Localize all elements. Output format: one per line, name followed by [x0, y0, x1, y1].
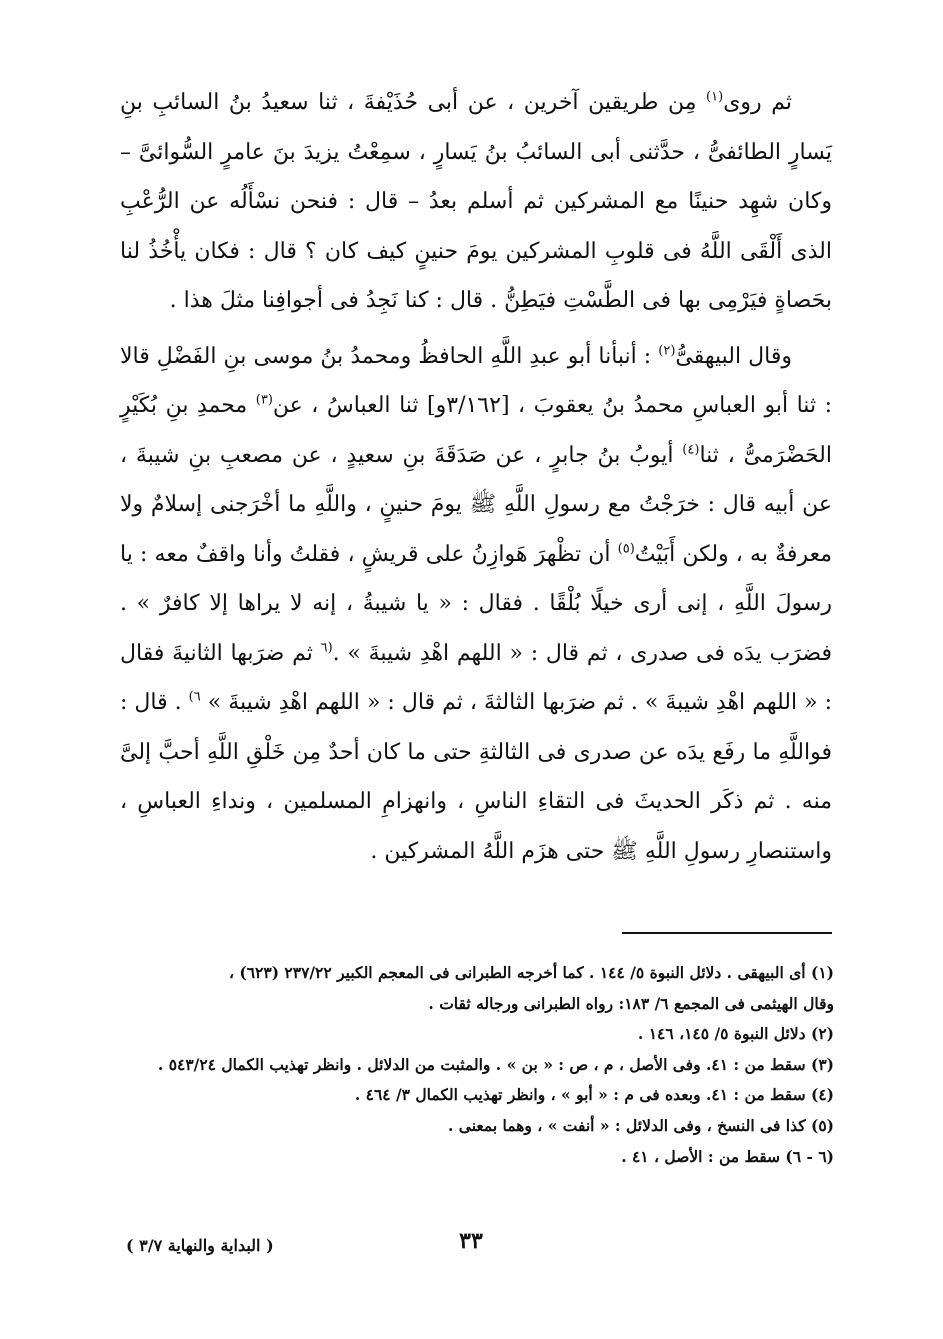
footnote-marker: (٢): [658, 343, 676, 359]
footnote-marker: ٦): [188, 689, 201, 705]
footnote-1-continued: وقال الهيثمى فى المجمع ٦/ ١٨٣: رواه الطبرانى ورجاله ثقات .: [428, 993, 834, 1013]
footnote-1: (١) أى البيهقى . دلائل النبوة ٥/ ١٤٤ . كما أخرجه الطبرانى فى المعجم الكبير ٢٣٧/٢٢ (٦٢٣) ،: [228, 963, 834, 982]
running-title: ( البداية والنهاية ٣/٧ ): [126, 1236, 274, 1255]
footnote-2: (٢) دلائل النبوة ٥/ ١٤٥، ١٤٦ .: [637, 1024, 834, 1044]
footnote-marker: (٤): [682, 442, 700, 458]
text-run: أيوبُ بنُ جابرٍ ، عن صَدَقَةَ بنِ سعيدٍ ، عن مصعبِ بنِ شيبةَ ، عن أبيه قال : خرَجْتُ مع رسولِ اللَّهِ ﷺ يومَ حنينٍ ، واللَّهِ ما أخْرَجنى إسلامٌ ولا معرفةٌ به ، ولكن أَبَيْتُ: [120, 442, 832, 567]
text-run: أن تظْهرَ هَوازِنُ على قريشٍ ، فقلتُ وأنا واقفٌ معه : يا رسولَ اللَّهِ ، إنى أرى خيلًا بُلْقًا . فقال : « يا شيبةُ ، إنه لا يراها إلا كافرٌ » . فضرَب يدَه فى صدرى ، ثم قال : « اللهم اهْدِ شيبةَ » .: [120, 541, 832, 666]
footnote-marker: (٦: [320, 640, 333, 656]
paragraph-2: [120, 332, 832, 877]
paragraph-1: [120, 78, 832, 326]
footnotes: [120, 958, 834, 1172]
footnote-5: (٥) كذا فى النسخ ، وفى الدلائل : « أنفت » ، وهما بمعنى .: [448, 1115, 834, 1135]
page-number: ٣٣: [459, 1228, 483, 1254]
main-text: [120, 78, 832, 876]
text-run: وقال البيهقىُّ: [675, 343, 792, 369]
text-run: محمدِ بنِ بُكَيْرٍ الحَضْرَمىُّ ، ثنا: [120, 393, 832, 468]
text-run: ثم روى: [723, 90, 792, 115]
footnote-marker: (٥): [617, 541, 635, 557]
footnote-4: (٤) سقط من : ٤١. وبعده فى م : « أبو » ، وانظر تهذيب الكمال ٣/ ٤٦٤ .: [354, 1085, 834, 1105]
text-run: : أنبأنا أبو عبدِ اللَّهِ الحافظُ ومحمدُ بنُ موسى بنِ الفَضْلِ قالا : ثنا أبو العباسِ محمدُ بنُ يعقوبَ ، [٣/١٦٢و] ثنا العباسُ ، عن: [120, 343, 832, 418]
text-run: ثم ضرَبها الثانيةَ فقال : « اللهم اهْدِ شيبةَ » . ثم ضرَبها الثالثةَ ، ثم قال : « اللهم اهْدِ شيبةَ »: [120, 640, 832, 715]
footnote-3: (٣) سقط من : ٤١. وفى الأصل ، م ، ص : « بن » . والمثبت من الدلائل . وانظر تهذيب الكمال ٥٤٣/٢٤ .: [157, 1054, 834, 1074]
footnote-6: (٦ - ٦) سقط من : الأصل ، ٤١ .: [621, 1146, 834, 1166]
footnote-marker: (٣): [255, 392, 273, 408]
footnote-marker: (١): [706, 89, 724, 105]
text-run: مِن طريقين آخرين ، عن أبى حُذَيْفةَ ، ثنا سعيدُ بنُ السائبِ بنِ يَسارٍ الطائفىُّ ، حدَّثنى أبى السائبُ بنُ يَسارٍ ، سمِعْتُ يزيدَ بنَ عامرٍ السُّوائىَّ – وكان شهِد حنينًا مع المشركين ثم أسلم بعدُ – قال : فنحن نسْأَلُه عن الرُّعْبِ الذى أَلْقَى اللَّهُ فى قلوبِ المشركين يومَ حنينٍ كيف كان ؟ قال : فكان يأْخُذُ لنا بحَصاةٍ فيَرْمِى بها فى الطَّسْتِ فيَطِنُّ . قال : كنا نَجِدُ فى أجوافِنا مثلَ هذا .: [120, 90, 832, 313]
text-run: . قال : فواللَّهِ ما رفَع يدَه عن صدرى فى الثالثةِ حتى ما كان أحدٌ مِن خَلْقِ اللَّهِ أحبَّ إلىَّ منه . ثم ذكَر الحديثَ فى التقاءِ الناسِ ، وانهزامِ المسلمين ، ونداءِ العباسِ ، واستنصارِ رسولِ اللَّهِ ﷺ حتى هزَم اللَّهُ المشركين .: [120, 690, 832, 864]
footnote-separator: [622, 932, 832, 934]
